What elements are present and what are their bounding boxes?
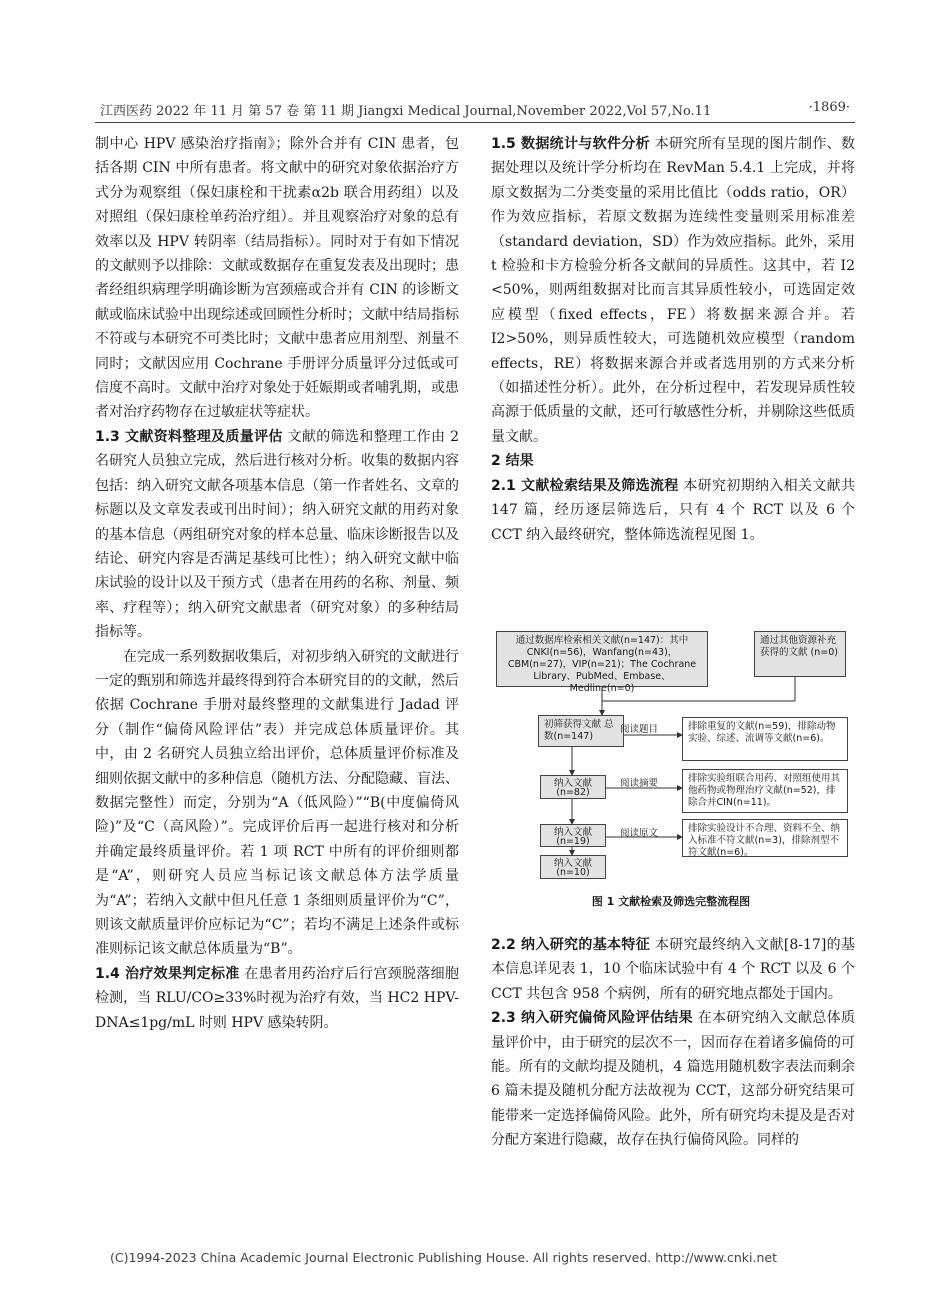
section-heading: 2.1 文献检索结果及筛选流程 [491, 477, 679, 494]
other-sources-box: 通过其他资源补充获得的文献 (n=0) [754, 631, 846, 677]
results-heading: 2 结果 [491, 453, 534, 470]
paragraph: 在完成一系列数据收集后，对初步纳入研究的文献进行一定的甄别和筛选并最终得到符合本研究目的的文献，然后依据 Cochrane 手册对最终整理的文献集进行 Jadad 评分（制作“偏倚风险评估”表）并完成总体质量评价。其中，由 2 名研究人员独立给出评价，总体质量评价标准及细则依据文献中的多种信息（随机方法、分配隐藏、盲法、数据完整性）而定，分别为“A（低风险）”“B(中度偏倚风险)”及“C（高风险）”。完成评价后再一起进行核对和分析并确定最终质量评价。若 1 项 RCT 中所有的评价细则都是“A”，则研究人员应当标记该文献总体方法学质量为“A”；若纳入文献中但凡任意 1 条细则质量评价为“C”，则该文献质量评价应标记为“C”；若均不满足上述条件或标准则标记该文献总体质量为“B”。 [95, 648, 459, 958]
paragraph-text: 本研究最终纳入文献[8-17]的基本信息详见表 1，10 个临床试验中有 4 个 RCT 以及 6 个 CCT 共包含 958 个病例，所有的研究地点都处于国内。 [491, 937, 855, 1002]
paragraph [491, 132, 855, 449]
section-heading: 1.5 数据统计与软件分析 [491, 136, 650, 152]
step-label-fulltext: 阅读原文 [620, 828, 659, 839]
right-column-lower [491, 933, 855, 1153]
paragraph-text: 在患者用药治疗后行宫颈脱落细胞检测，当 RLU/CO≥33%时视为治疗有效，当 HC2 HPV-DNA≤1pg/mL 时则 HPV 感染转阴。 [95, 965, 459, 1031]
included-box-2: 纳入文献 (n=19) [540, 824, 606, 847]
flowchart-figure [492, 629, 850, 881]
running-header [100, 100, 850, 119]
db-search-box: 通过数据库检索相关文献(n=147)：其中 CNKI(n=56)，Wanfang(n=43)，CBM(n=27)，VIP(n=21)；The Cochrane Library、PubMed、Embase、Medline(n=0) [496, 631, 708, 687]
paragraph-text: 本研究所有呈现的图片制作、数据处理以及统计学分析均在 RevMan 5.4.1 上完成，并将原文数据为二分类变量的采用比值比（odds ratio，OR）作为效应指标，若原文数据为连续性变量则采用标准差（standard deviation，SD）作为效应指标。此外，采用 t 检验和卡方检验分析各文献间的异质性。这其中，若 I2 <50%，则两组数据对比而言其异质性较小，可选固定效应模型（fixed effects，FE）将数据来源合并。若 I2>50%，则异质性较大，可选随机效应模型（random effects，RE）将数据来源合并或者选用别的方式来分析（如描述性分析）。此外，在分析过程中，若发现异质性较高源于低质量的文献，还可行敏感性分析，并剔除这些低质量文献。 [491, 136, 855, 445]
section-heading: 2.3 纳入研究偏倚风险评估结果 [491, 1010, 693, 1027]
section-heading: 2.2 纳入研究的基本特征 [491, 937, 651, 953]
header-rule [95, 122, 855, 123]
step-label-title: 阅读题目 [620, 724, 659, 735]
right-column [491, 132, 855, 547]
paragraph-text: 在本研究纳入文献总体质量评价中，由于研究的层次不一，因而存在着诸多偏倚的可能。所有的文献均提及随机，4 篇选用随机数字表法而剩余6 篇未提及随机分配方法故视为 CCT，这部分研究结果可能带来一定选择偏倚风险。此外，所有研究均未提及是否对分配方案进行隐藏，故存在执行偏倚风险。同样的 [491, 1010, 855, 1149]
final-box: 纳入文献 (n=10) [540, 855, 606, 879]
paragraph: 制中心 HPV 感染治疗指南》；除外合并有 CIN 患者，包括各期 CIN 中所有患者。将文献中的研究对象依据治疗方式分为观察组（保妇康栓和干扰素α2b 联合用药组）以及对照组（保妇康栓单药治疗组）。并且观察治疗对象的总有效率以及 HPV 转阴率（结局指标）。同时对于有如下情况的文献则予以排除：文献或数据存在重复发表及出现时；患者经组织病理学明确诊断为宫颈癌或合并有 CIN 的诊断文献或临床试验中出现综述或回顾性分析时；文献中结局指标不符或与本研究不可类比时；文献中患者应用剂型、剂量不同时；文献因应用 Cochrane 手册评分质量评分过低或可信度不高时。文献中治疗对象处于妊娠期或者哺乳期，或患者对治疗药物存在过敏症状等症状。 [95, 136, 459, 421]
exclude-box-2: 排除实验组联合用药、对照组使用其他药物或物理治疗文献(n=52)，排除合并CIN(n=11)。 [682, 769, 848, 813]
paragraph-text: 本研究初期纳入相关文献共 147 篇，经历逐层筛选后，只有 4 个 RCT 以及 6 个 CCT 纳入最终研究，整体筛选流程见图 1。 [491, 477, 855, 543]
paragraph [95, 425, 459, 645]
paragraph [95, 962, 459, 1035]
exclude-box-1: 排除重复的文献(n=59)，排除动物实验、综述、流调等文献(n=6)。 [682, 717, 848, 761]
section-heading: 1.4 治疗效果判定标准 [95, 965, 240, 982]
copyright-footer: (C)1994-2023 China Academic Journal Electronic Publishing House. All rights reserved. http://www.cnki.net [110, 1250, 777, 1265]
step-label-abstract: 阅读摘要 [620, 778, 659, 789]
page-number: ·1869· [808, 100, 850, 115]
left-column [95, 132, 459, 1035]
exclude-box-3: 排除实验设计不合理、资料不全、纳入标准不符文献(n=3)，排除剂型不符文献(n=6)。 [682, 819, 848, 857]
paragraph-text: 文献的筛选和整理工作由 2 名研究人员独立完成，然后进行核对分析。收集的数据内容包括：纳入研究文献各项基本信息（第一作者姓名、文章的标题以及文章发表或刊出时间）；纳入研究文献的用药对象的基本信息（两组研究对象的样本总量、临床诊断报告以及结论、研究内容是否满足基线可比性）；纳入研究文献中临床试验的设计以及干预方式（患者在用药的名称、剂量、频率、疗程等）；纳入研究文献患者（研究对象）的多种结局指标等。 [95, 428, 459, 641]
paragraph [491, 933, 855, 1006]
journal-line: 江西医药 2022 年 11 月 第 57 卷 第 11 期 Jiangxi Medical Journal,November 2022,Vol 57,No.11 [100, 104, 712, 119]
paragraph [491, 1006, 855, 1152]
section-heading: 1.3 文献资料整理及质量评估 [95, 428, 283, 445]
initial-screen-box: 初筛获得文献 总数(n=147) [538, 715, 624, 747]
figure-caption: 图 1 文献检索及筛选完整流程图 [591, 895, 751, 908]
paragraph [491, 474, 855, 547]
included-box-1: 纳入文献 (n=82) [540, 775, 606, 799]
